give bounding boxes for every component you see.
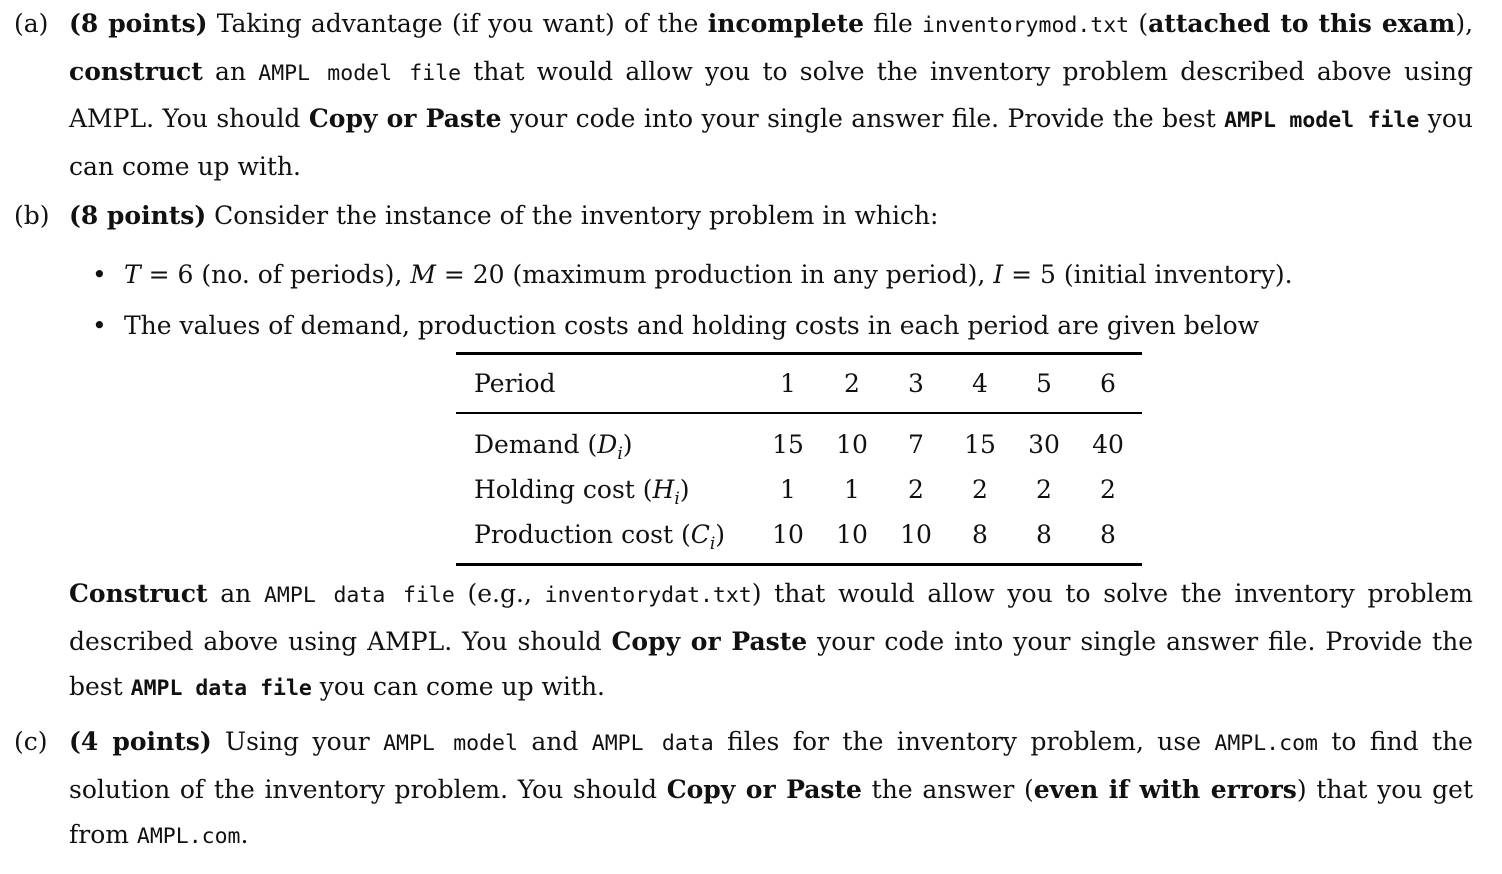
- math-symbol: M: [410, 260, 436, 289]
- math-subscript: i: [674, 489, 680, 509]
- text-fragment: ): [622, 430, 633, 459]
- table-cell: 2: [1036, 475, 1052, 504]
- part-b-intro: [69, 193, 1473, 239]
- text-fragment: that would allow you to solve the inventory problem described above using AMPL. You should: [69, 56, 1473, 133]
- table-row-label: [474, 470, 690, 519]
- bold-incomplete: incomplete: [707, 9, 865, 38]
- part-c-text: [69, 719, 1473, 860]
- code-ampl-data-file: AMPL data file: [130, 676, 312, 701]
- code-ampl-model-file: AMPL model file: [1224, 108, 1420, 133]
- table-row: [456, 470, 1142, 510]
- text-fragment: to find the solution of the inventory problem. You should: [69, 727, 1473, 804]
- bullet-dot: •: [92, 311, 107, 340]
- text-fragment: ),: [1455, 9, 1474, 38]
- part-a-points: (8 points): [69, 9, 208, 38]
- math-subscript: i: [709, 534, 716, 554]
- bold-even-if-errors: even if with errors: [1033, 774, 1297, 804]
- code-ampl-data: AMPL data: [591, 731, 714, 756]
- text-fragment: ): [715, 520, 726, 549]
- table-header-cell: 6: [1100, 369, 1116, 398]
- table-cell: 10: [900, 520, 932, 549]
- table-cell: 8: [1100, 520, 1116, 549]
- data-table: [456, 352, 1142, 566]
- part-a-marker: (a): [14, 9, 49, 38]
- text-fragment: Taking advantage (if you want) of the: [207, 9, 708, 38]
- bold-attached: attached to this exam: [1148, 9, 1456, 38]
- table-cell: 10: [772, 520, 804, 549]
- table-cell: 2: [972, 475, 988, 504]
- text-fragment: an: [202, 56, 259, 86]
- table-cell: 2: [1100, 475, 1116, 504]
- table-cell: 8: [972, 520, 988, 549]
- table-cell: 7: [908, 430, 924, 459]
- bold-construct: construct: [69, 56, 203, 86]
- table-row: [456, 425, 1142, 465]
- table-cell: 1: [780, 475, 796, 504]
- table-header-cell: 1: [780, 369, 796, 398]
- bullet-values: [92, 309, 1259, 343]
- text-fragment: Holding cost (: [474, 475, 653, 504]
- table-row-label: [474, 425, 633, 474]
- bold-copy-paste: Copy or Paste: [666, 774, 862, 804]
- text-fragment: your code into your single answer file. Provide the best: [501, 104, 1225, 133]
- text-fragment: The values of demand, production costs and holding costs in each period are given below: [124, 311, 1260, 340]
- text-fragment: an: [207, 579, 264, 608]
- math-subscript: i: [617, 444, 623, 464]
- text-fragment: you can come up with.: [311, 672, 606, 701]
- bold-copy-paste: Copy or Paste: [611, 626, 808, 656]
- text-fragment: files for the inventory problem, use: [713, 727, 1215, 756]
- table-cell: 2: [908, 475, 924, 504]
- table-cell: 8: [1036, 520, 1052, 549]
- code-ampl-model-file: AMPL model file: [258, 60, 462, 86]
- table-header-label: Period: [474, 369, 556, 398]
- text-fragment: (e.g.,: [454, 579, 545, 608]
- math-symbol: C: [690, 520, 710, 549]
- text-fragment: the answer (: [861, 774, 1034, 804]
- math-symbol: T: [124, 260, 141, 289]
- filename-inventorydat: inventorydat.txt: [544, 583, 752, 608]
- table-row-label: [474, 515, 725, 564]
- text-fragment: and: [517, 727, 592, 756]
- table-cell: 15: [772, 430, 804, 459]
- text-fragment: = 20 (maximum production in any period),: [435, 260, 994, 289]
- filename-inventorymod: inventorymod.txt: [922, 13, 1130, 38]
- text-fragment: file: [864, 9, 922, 38]
- text-fragment: ) that would allow you to solve the inventory problem described above using AMPL. You should: [69, 579, 1473, 656]
- table-cell: 1: [844, 475, 860, 504]
- text-fragment: .: [240, 820, 249, 849]
- math-symbol: H: [652, 475, 675, 504]
- table-cell: 10: [836, 430, 868, 459]
- table-header-cell: 2: [844, 369, 860, 398]
- table-cell: 30: [1028, 430, 1060, 459]
- text-fragment: Production cost (: [474, 520, 691, 549]
- text-fragment: Demand (: [474, 430, 598, 459]
- part-c-marker: (c): [14, 727, 48, 756]
- bold-construct: Construct: [69, 579, 208, 608]
- table-row: [456, 515, 1142, 555]
- part-b-marker: (b): [14, 201, 50, 230]
- text-fragment: (: [1129, 9, 1149, 38]
- code-ampl-data-file: AMPL data file: [263, 583, 455, 608]
- table-header-cell: 5: [1036, 369, 1052, 398]
- text-fragment: your code into your single answer file. Provide the best: [69, 626, 1473, 701]
- code-ampl-com: AMPL.com: [1214, 731, 1318, 756]
- bullet-params: [92, 258, 1293, 292]
- bullet-dot: •: [92, 260, 107, 289]
- part-b-points: (8 points): [69, 201, 207, 230]
- bold-copy-paste: Copy or Paste: [308, 104, 502, 133]
- part-a-text: [69, 1, 1473, 189]
- math-symbol: D: [597, 430, 618, 459]
- table-header-cell: 4: [972, 369, 988, 398]
- text-fragment: Consider the instance of the inventory problem in which:: [206, 201, 939, 230]
- part-b-construct-text: [69, 571, 1473, 712]
- code-ampl-com: AMPL.com: [136, 824, 241, 849]
- table-cell: 15: [964, 430, 996, 459]
- table-top-rule: [456, 352, 1142, 355]
- math-symbol: I: [993, 260, 1004, 289]
- code-ampl-model: AMPL model: [383, 731, 518, 756]
- table-header-cell: 3: [908, 369, 924, 398]
- text-fragment: ): [679, 475, 690, 504]
- part-c-points: (4 points): [69, 727, 212, 756]
- text-fragment: = 6 (no. of periods),: [140, 260, 411, 289]
- table-header-row: [456, 364, 1142, 404]
- table-cell: 10: [836, 520, 868, 549]
- table-cell: 40: [1092, 430, 1124, 459]
- text-fragment: ) that you get from: [69, 774, 1473, 849]
- text-fragment: = 5 (initial inventory).: [1003, 260, 1293, 289]
- text-fragment: you can come up with.: [69, 104, 1473, 181]
- text-fragment: Using your: [211, 727, 384, 756]
- table-header-rule: [456, 412, 1142, 414]
